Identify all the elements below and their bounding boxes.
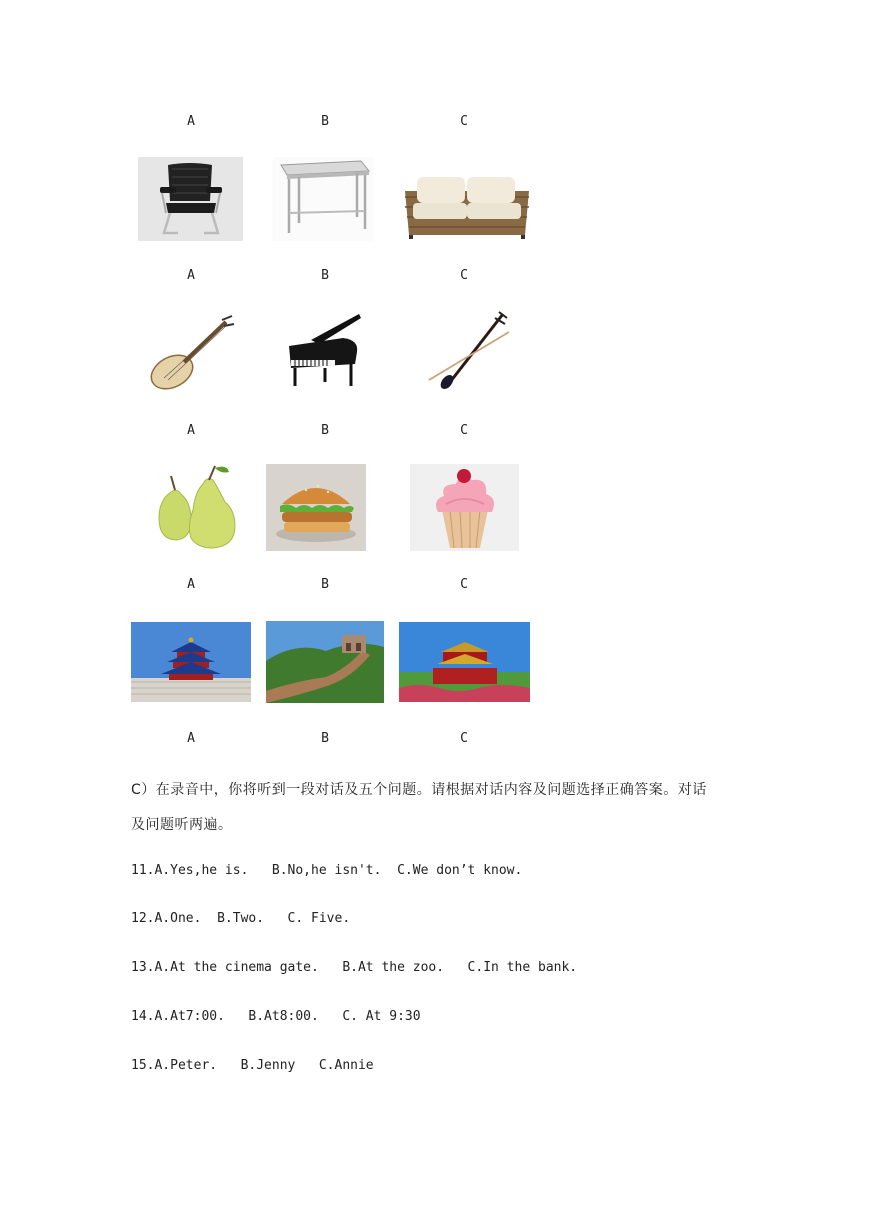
option-label-b: B — [321, 731, 329, 746]
question-13: 13.A.At the cinema gate. B.At the zoo. C.In the bank. — [131, 960, 578, 975]
option-label-a: A — [187, 731, 195, 746]
option-label-c: C — [460, 731, 468, 746]
question-12: 12.A.One. B.Two. C. Five. — [131, 911, 351, 926]
option-label-c: C — [460, 423, 468, 438]
cupcake-image — [410, 464, 519, 551]
option-label-b: B — [321, 268, 329, 283]
great-wall-image — [266, 621, 384, 703]
question-11: 11.A.Yes,he is. B.No,he isn't. C.We don’t know. — [131, 863, 523, 878]
pears-image — [137, 462, 239, 550]
hamburger-image — [266, 464, 366, 551]
grand-piano-image — [283, 312, 363, 392]
question-15: 15.A.Peter. B.Jenny C.Annie — [131, 1058, 374, 1073]
option-label-c: C — [460, 268, 468, 283]
temple-of-heaven-image — [131, 622, 251, 702]
wicker-sofa-image — [399, 157, 535, 241]
tiananmen-image — [399, 622, 530, 702]
option-label-b: B — [321, 577, 329, 592]
option-label-a: A — [187, 268, 195, 283]
option-label-a: A — [187, 114, 195, 129]
pipa-image — [142, 312, 238, 396]
option-label-a: A — [187, 423, 195, 438]
option-label-b: B — [321, 423, 329, 438]
question-14: 14.A.At7:00. B.At8:00. C. At 9:30 — [131, 1009, 421, 1024]
steel-table-image — [273, 157, 373, 241]
option-label-c: C — [460, 577, 468, 592]
option-label-b: B — [321, 114, 329, 129]
option-label-c: C — [460, 114, 468, 129]
section-c-instruction-line1: C）在录音中，你将听到一段对话及五个问题。请根据对话内容及问题选择正确答案。对话 — [131, 782, 707, 798]
option-label-a: A — [187, 577, 195, 592]
section-c-instruction-line2: 及问题听两遍。 — [131, 817, 233, 833]
erhu-image — [423, 308, 511, 396]
office-chair-image — [138, 157, 243, 241]
